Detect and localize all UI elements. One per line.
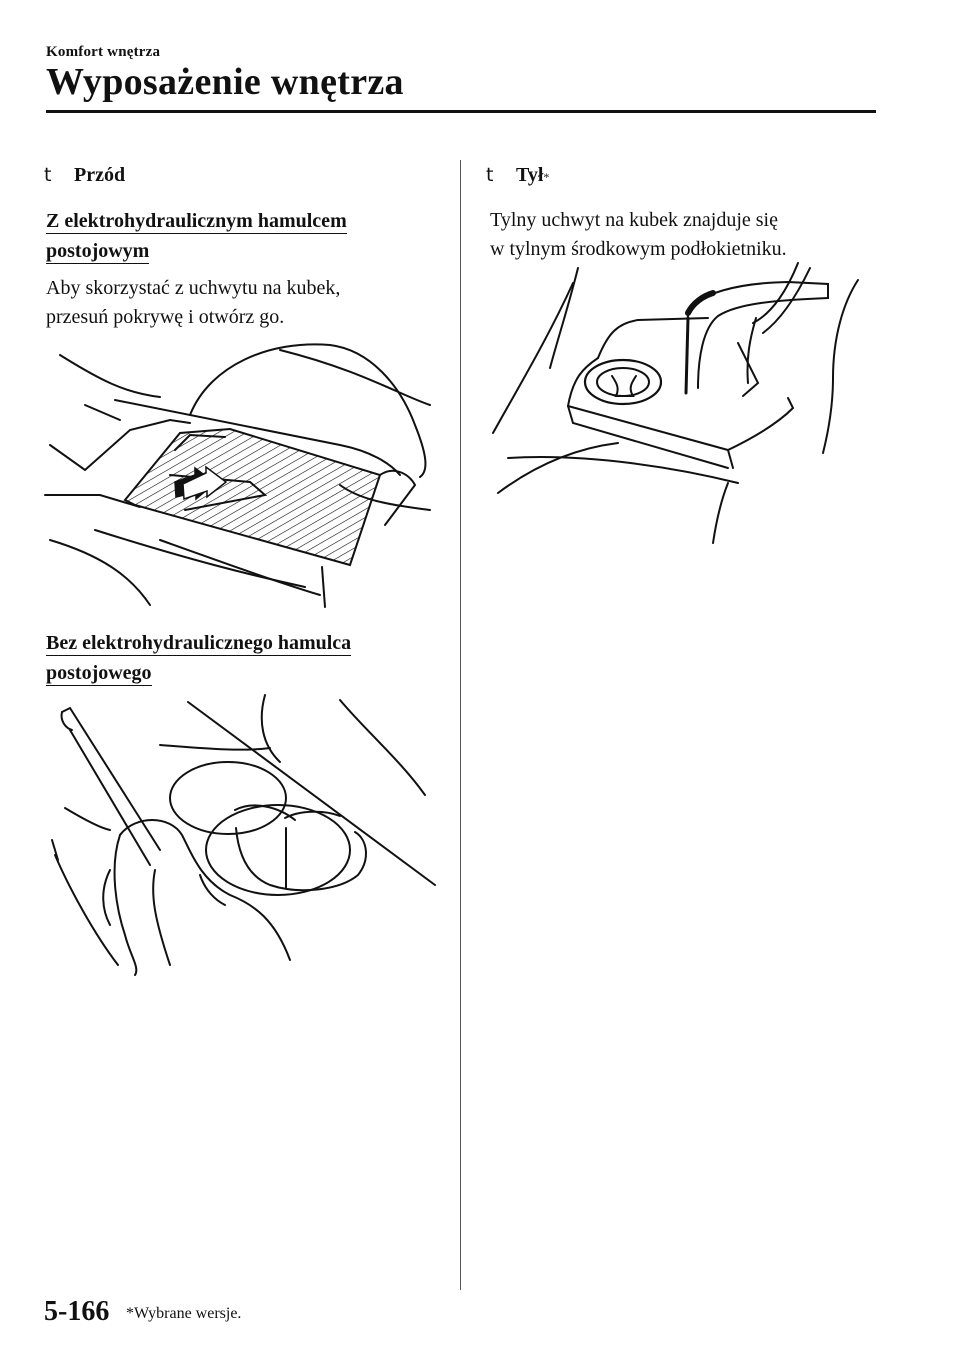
body-text-rear-line1: Tylny uchwyt na kubek znajduje się: [490, 209, 778, 231]
section-label-front: Przód: [74, 164, 126, 186]
breadcrumb: Komfort wnętrza: [46, 44, 161, 60]
body-text-front: [46, 274, 340, 332]
title-rule: [46, 110, 876, 113]
bullet-t-icon: t: [44, 164, 52, 186]
section-heading-front: [44, 164, 125, 187]
bullet-t-icon: t: [486, 164, 494, 186]
body-text-rear-line2: w tylnym środkowym podłokietniku.: [490, 238, 787, 260]
body-text-rear: [490, 206, 787, 264]
column-divider: [460, 160, 461, 1290]
optional-mark: *: [543, 170, 550, 184]
section-label-rear: Tył: [516, 164, 544, 186]
section-heading-rear: [486, 164, 549, 187]
rear-armrest-cupholder: [488, 258, 888, 548]
subheading-with-epb-line2: postojowym: [46, 240, 150, 262]
front-cupholder-handbrake: [40, 690, 440, 985]
body-text-front-line1: Aby skorzystać z uchwytu na kubek,: [46, 277, 341, 299]
footnote: *Wybrane wersje.: [126, 1305, 242, 1322]
subheading-without-epb-line1: Bez elektrohydraulicznego hamulca: [46, 632, 352, 654]
body-text-front-line2: przesuń pokrywę i otwórz go.: [46, 306, 285, 328]
page-number: 5-166: [44, 1296, 110, 1327]
subheading-with-epb-line1: Z elektrohydraulicznym hamulcem: [46, 210, 347, 232]
front-cupholder-sliding-cover: [40, 325, 440, 615]
page-title: Wyposażenie wnętrza: [46, 61, 404, 103]
subheading-without-epb-line2: postojowego: [46, 662, 152, 684]
subheading-without-epb: [46, 628, 351, 688]
subheading-with-epb: [46, 206, 347, 266]
